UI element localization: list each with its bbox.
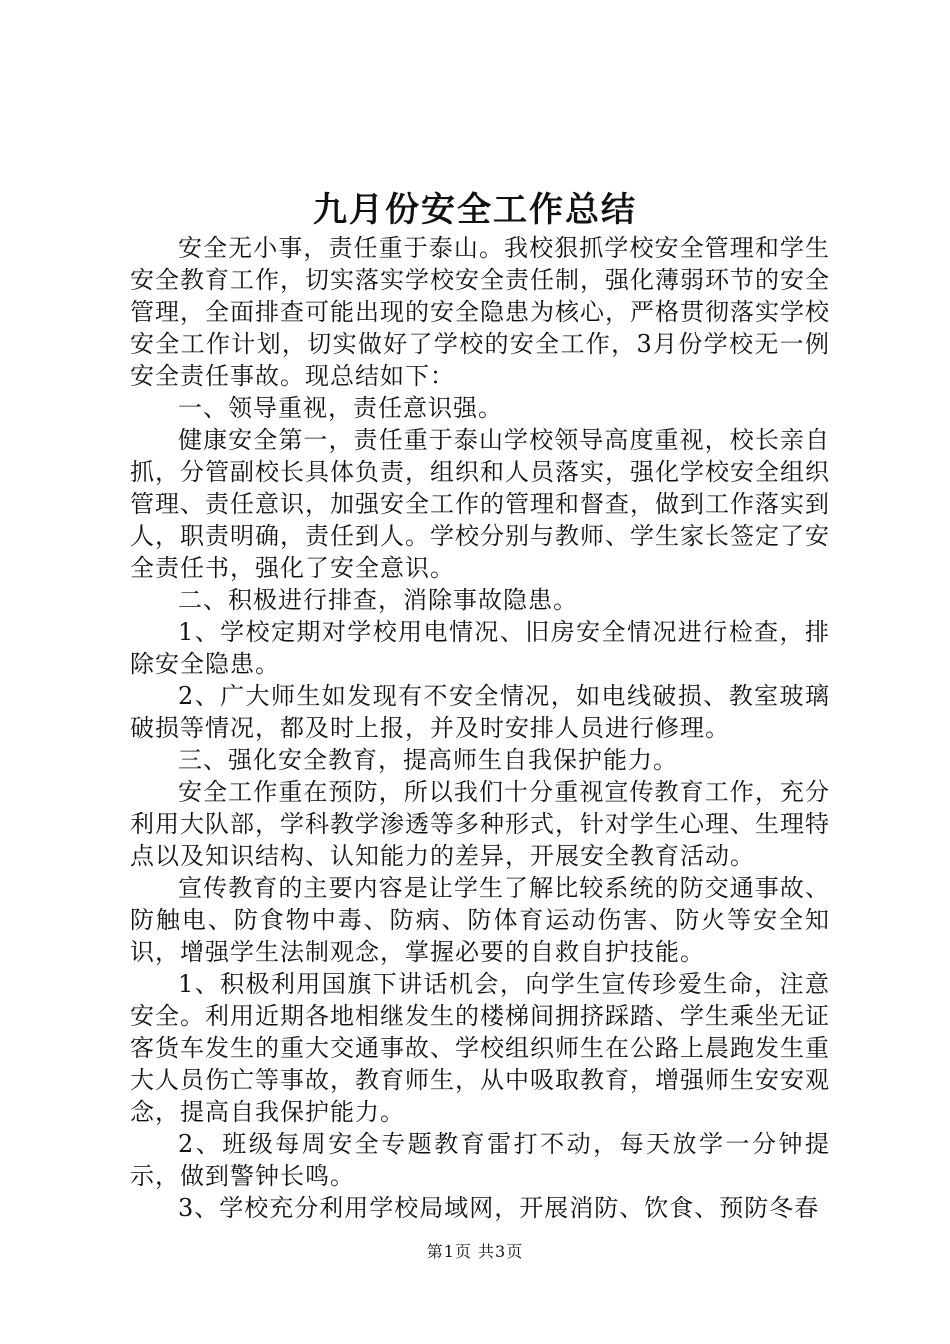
list-item: 2、班级每周安全专题教育雷打不动，每天放学一分钟提示，做到警钟长鸣。 xyxy=(130,1130,830,1190)
document-title: 九月份安全工作总结 xyxy=(313,190,637,230)
list-item: 3、学校充分利用学校局域网，开展消防、饮食、预防冬春 xyxy=(178,1194,820,1222)
page-footer: 第1页 共3页 xyxy=(426,1242,524,1261)
list-item: 1、学校定期对学校用电情况、旧房安全情况进行检查，排除安全隐患。 xyxy=(130,618,830,678)
paragraph: 安全无小事，责任重于泰山。我校狠抓学校安全管理和学生安全教育工作，切实落实学校安全责任制，强化薄弱环节的安全管理，全面排查可能出现的安全隐患为核心，严格贯彻落实学校安全工作计划，切实做好了学校的安全工作，3月份学校无一例安全责任事故。现总结如下： xyxy=(130,234,830,390)
paragraph: 健康安全第一，责任重于泰山学校领导高度重视，校长亲自抓，分管副校长具体负责，组织和人员落实，强化学校安全组织管理、责任意识，加强安全工作的管理和督查，做到工作落实到人，职责明确，责任到人。学校分别与教师、学生家长签定了安全责任书，强化了安全意识。 xyxy=(130,426,830,582)
list-item: 1、积极利用国旗下讲话机会，向学生宣传珍爱生命，注意安全。利用近期各地相继发生的楼梯间拥挤踩踏、学生乘坐无证客货车发生的重大交通事故、学校组织师生在公路上晨跑发生重大人员伤亡等事故，教育师生，从中吸取教育，增强师生安安观念，提高自我保护能力。 xyxy=(130,970,830,1126)
list-item: 2、广大师生如发现有不安全情况，如电线破损、教室玻璃破损等情况，都及时上报，并及时安排人员进行修理。 xyxy=(130,682,830,742)
document-body xyxy=(130,232,830,1224)
section-heading: 三、强化安全教育，提高师生自我保护能力。 xyxy=(178,746,678,774)
paragraph: 宣传教育的主要内容是让学生了解比较系统的防交通事故、防触电、防食物中毒、防病、防体育运动伤害、防火等安全知识，增强学生法制观念，掌握必要的自救自护技能。 xyxy=(130,874,830,966)
paragraph: 安全工作重在预防，所以我们十分重视宣传教育工作，充分利用大队部，学科教学渗透等多种形式，针对学生心理、生理特点以及知识结构、认知能力的差异，开展安全教育活动。 xyxy=(130,778,830,870)
section-heading: 一、领导重视，责任意识强。 xyxy=(178,394,503,422)
section-heading: 二、积极进行排查，消除事故隐患。 xyxy=(178,586,578,614)
